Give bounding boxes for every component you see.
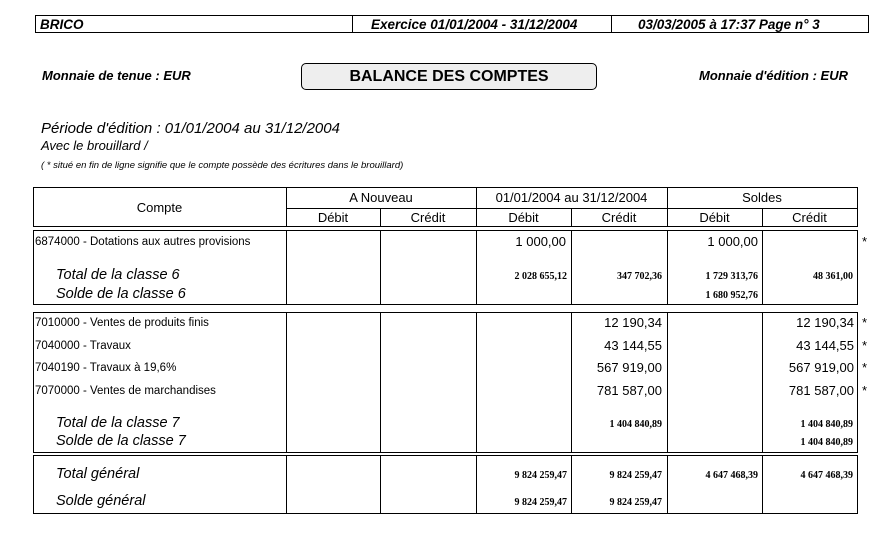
header-s-debit: Débit bbox=[699, 210, 730, 225]
periode-edition: Période d'édition : 01/01/2004 au 31/12/2004 bbox=[41, 120, 340, 137]
brouillard-note: ( * situé en fin de ligne signifie que le compte possède des écritures dans le brouillard) bbox=[41, 160, 404, 171]
account-label: 7070000 - Ventes de marchandises bbox=[35, 385, 216, 397]
account-label: 7010000 - Ventes de produits finis bbox=[35, 317, 209, 329]
solde-solde-debit: 1 680 952,76 bbox=[705, 290, 758, 301]
solde-label: Solde de la classe 7 bbox=[56, 433, 186, 449]
brouillard-star: * bbox=[862, 360, 868, 375]
brouillard-star: * bbox=[862, 315, 868, 330]
account-label: 7040000 - Travaux bbox=[35, 340, 131, 352]
brouillard-star: * bbox=[862, 383, 868, 398]
total-general-solde-debit: 4 647 468,39 bbox=[705, 470, 758, 481]
total-solde-debit: 1 729 313,76 bbox=[705, 271, 758, 282]
header-date-page: 03/03/2005 à 17:37 Page n° 3 bbox=[611, 15, 869, 33]
monnaie-tenue: Monnaie de tenue : EUR bbox=[42, 68, 191, 83]
header-soldes: Soldes bbox=[742, 190, 782, 205]
solde-credit: 43 144,55 bbox=[796, 338, 854, 353]
header-p-debit: Débit bbox=[508, 210, 539, 225]
brouillard-label: Avec le brouillard / bbox=[41, 138, 148, 153]
solde-debit: 1 000,00 bbox=[707, 234, 758, 249]
total-general-solde-credit: 4 647 468,39 bbox=[800, 470, 853, 481]
periode-debit: 1 000,00 bbox=[515, 234, 566, 249]
periode-credit: 781 587,00 bbox=[596, 383, 662, 398]
total-label: Total de la classe 7 bbox=[56, 415, 180, 431]
account-label: 6874000 - Dotations aux autres provisions bbox=[35, 236, 251, 248]
periode-credit: 567 919,00 bbox=[596, 360, 662, 375]
solde-solde-credit: 1 404 840,89 bbox=[800, 437, 853, 448]
total-periode-credit: 347 702,36 bbox=[617, 271, 662, 282]
header-company: BRICO bbox=[35, 15, 353, 33]
periode-credit: 12 190,34 bbox=[604, 315, 662, 330]
header-compte: Compte bbox=[136, 200, 183, 215]
header-a-nouveau: A Nouveau bbox=[349, 190, 413, 205]
header-periode: 01/01/2004 au 31/12/2004 bbox=[495, 190, 648, 205]
solde-general-label: Solde général bbox=[56, 493, 146, 509]
total-general-periode-credit: 9 824 259,47 bbox=[609, 470, 662, 481]
header-exercice: Exercice 01/01/2004 - 31/12/2004 bbox=[352, 15, 612, 33]
header-an-debit: Débit bbox=[317, 210, 349, 225]
page-title: BALANCE DES COMPTES bbox=[301, 63, 597, 90]
monnaie-edition: Monnaie d'édition : EUR bbox=[699, 68, 848, 83]
header-an-credit: Crédit bbox=[410, 210, 446, 225]
total-solde-credit: 48 361,00 bbox=[813, 271, 853, 282]
total-periode-debit: 2 028 655,12 bbox=[514, 271, 567, 282]
solde-label: Solde de la classe 6 bbox=[56, 286, 186, 302]
total-general-periode-debit: 9 824 259,47 bbox=[514, 470, 567, 481]
header-s-credit: Crédit bbox=[792, 210, 827, 225]
solde-general-periode-debit: 9 824 259,47 bbox=[514, 497, 567, 508]
total-label: Total de la classe 6 bbox=[56, 267, 180, 283]
solde-credit: 567 919,00 bbox=[788, 360, 854, 375]
solde-credit: 781 587,00 bbox=[788, 383, 854, 398]
periode-credit: 43 144,55 bbox=[604, 338, 662, 353]
total-periode-credit: 1 404 840,89 bbox=[609, 419, 662, 430]
total-solde-credit: 1 404 840,89 bbox=[800, 419, 853, 430]
brouillard-star: * bbox=[862, 234, 868, 249]
header-p-credit: Crédit bbox=[601, 210, 637, 225]
solde-credit: 12 190,34 bbox=[796, 315, 854, 330]
account-label: 7040190 - Travaux à 19,6% bbox=[35, 362, 177, 374]
brouillard-star: * bbox=[862, 338, 868, 353]
solde-general-periode-credit: 9 824 259,47 bbox=[609, 497, 662, 508]
total-general-label: Total général bbox=[56, 466, 140, 482]
